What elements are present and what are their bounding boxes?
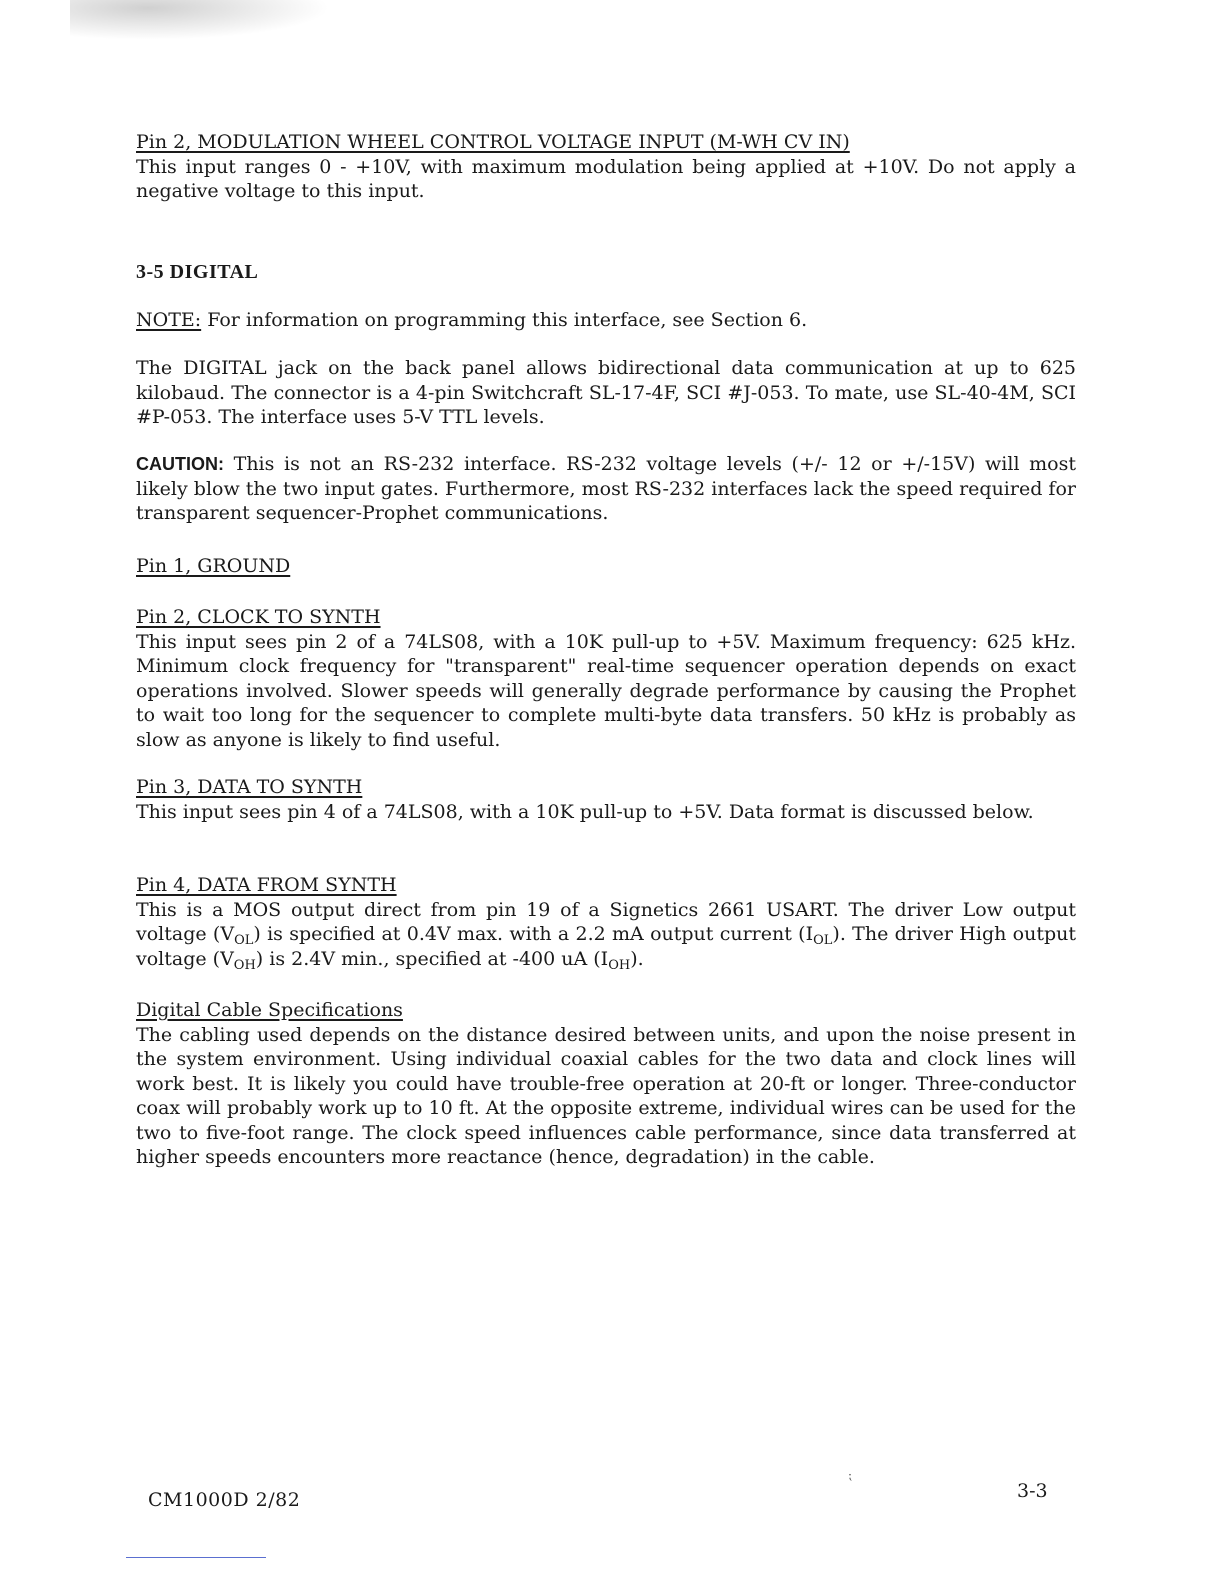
pin1-section	[136, 554, 290, 579]
pin2-modulation-body: This input ranges 0 - +10V, with maximum modulation being applied at +10V. Do not apply a negative voltage to this input.	[136, 155, 1076, 202]
pin3-heading: Pin 3, DATA TO SYNTH	[136, 776, 363, 798]
pin4-text-5: ).	[630, 947, 644, 970]
cable-spec-section	[136, 998, 1076, 1170]
pin3-body: This input sees pin 4 of a 74LS08, with a 10K pull-up to +5V. Data format is discussed below.	[136, 800, 1034, 823]
caution-label: CAUTION:	[136, 454, 224, 474]
caution-text: This is not an RS-232 interface. RS-232 voltage levels (+/- 12 or +/-15V) will most likely blow the two input gates. Furthermore, most RS-232 interfaces lack the speed required for transparent sequencer-Prophet communications.	[136, 453, 1076, 524]
pin4-body	[136, 898, 1076, 972]
vol-subscript: OL	[234, 933, 254, 948]
digital-note	[136, 308, 807, 333]
pin2-modulation-heading: Pin 2, MODULATION WHEEL CONTROL VOLTAGE INPUT (M-WH CV IN)	[136, 131, 850, 153]
footer-doc-id: CM1000D 2/82	[148, 1489, 301, 1511]
pin1-heading: Pin 1, GROUND	[136, 555, 291, 577]
pin2-modulation-section	[136, 130, 1076, 204]
ioh-subscript: OH	[608, 957, 631, 973]
scan-artifact	[70, 0, 330, 40]
pin2-clock-heading: Pin 2, CLOCK TO SYNTH	[136, 606, 381, 628]
scan-speck: ⁏	[848, 1468, 853, 1482]
pin3-section	[136, 775, 1034, 824]
cable-spec-body: The cabling used depends on the distance desired between units, and upon the noise present in the system environment. Using individual coaxial cables for the two data and clock lines will work best. It is likely you could have trouble-free operation at 20-ft or longer. Three-conductor coax will probably work up to 10 ft. At the opposite extreme, individual wires can be used for the two to five-foot range. The clock speed influences cable performance, since data transferred at higher speeds encounters more reactance (hence, degradation) in the cable.	[136, 1023, 1076, 1168]
pin4-section	[136, 873, 1076, 971]
pin4-text-1: This is a MOS output direct from pin 19 of a Signetics 2661 USART. The driver Low output voltage (V	[136, 898, 1076, 945]
pin4-text-2: ) is specified at 0.4V max. with a 2.2 mA output current (I	[253, 923, 814, 945]
footer-page-number: 3-3	[1017, 1480, 1048, 1502]
note-text: For information on programming this interface, see Section 6.	[201, 309, 808, 331]
voh-subscript: OH	[233, 957, 256, 973]
iol-subscript: OL	[813, 933, 833, 948]
pin4-text-3: ). The driver High output voltage (V	[136, 923, 1076, 970]
digital-jack-paragraph: The DIGITAL jack on the back panel allows bidirectional data communication at up to 625 kilobaud. The connector is a 4-pin Switchcraft SL-17-4F, SCI #J-053. To mate, use SL-40-4M, SCI #P-053. The interface uses 5-V TTL levels.	[136, 357, 1076, 428]
bottom-rule-divider	[126, 1557, 266, 1558]
note-label: NOTE:	[136, 309, 202, 331]
cable-spec-heading: Digital Cable Specifications	[136, 999, 403, 1021]
pin2-clock-body: This input sees pin 2 of a 74LS08, with a 10K pull-up to +5V. Maximum frequency: 625 kHz. Minimum clock frequency for "transparent" real-time sequencer operation depends on exact operations involved. Slower speeds will generally degrade performance by causing the Prophet to wait too long for the sequencer to complete multi-byte data transfers. 50 kHz is probably as slow as anyone is likely to find useful.	[136, 630, 1076, 751]
pin2-clock-section	[136, 605, 1076, 752]
digital-section-heading: 3-5 DIGITAL	[136, 261, 259, 283]
pin4-heading: Pin 4, DATA FROM SYNTH	[136, 874, 397, 896]
pin4-text-4: ) is 2.4V min., specified at -400 uA (I	[255, 947, 609, 970]
caution-paragraph	[136, 452, 1076, 526]
